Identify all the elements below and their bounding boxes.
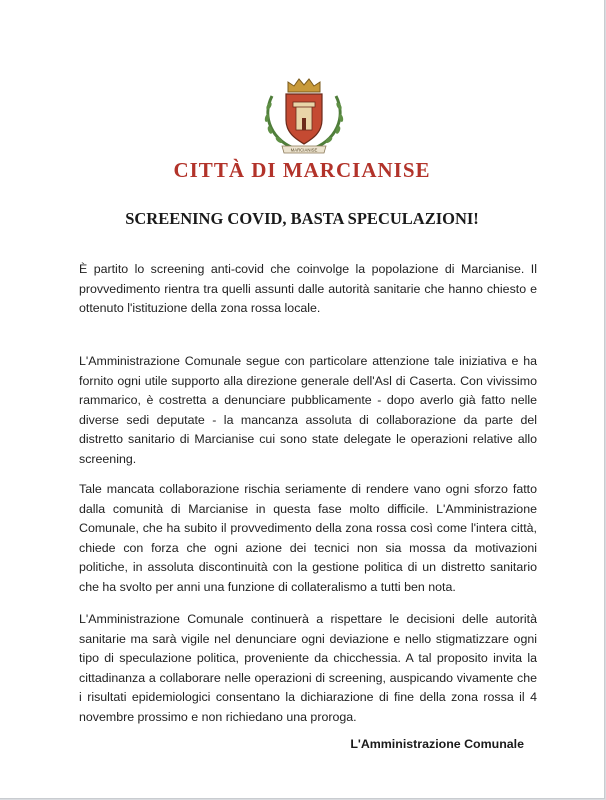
press-release-title: SCREENING COVID, BASTA SPECULAZIONI!	[125, 209, 479, 228]
city-crest-logo	[258, 76, 350, 156]
paragraph: L'Amministrazione Comunale segue con particolare attenzione tale iniziativa e ha fornito ogni utile supporto alla direzione generale dell'Asl di Caserta. Con vivissimo rammarico, è costretta a denunciare pubblicamente - dopo averlo già fatto nelle diverse sedi deputate - la mancanza assoluta di collaborazione da parte del distretto sanitario di Marcianise cui sono state delegate le operazioni relative allo screening.	[79, 354, 537, 466]
paragraph: Tale mancata collaborazione rischia seriamente di rendere vano ogni sforzo fatto dalla comunità di Marcianise in questa fase molto difficile. L'Amministrazione Comunale, che ha subito il provvedimento della zona rossa così come l'intera città, chiede con forza che ogni azione dei tecnici non sia mossa da motivazioni politiche, in assoluta discontinuità con la gestione politica di un distretto sanitario che ha svolto per anni una funzione di collateralismo a tutti ben nota.	[79, 482, 537, 594]
signature: L'Amministrazione Comunale	[350, 737, 524, 751]
city-name: CITTÀ DI MARCIANISE	[173, 158, 431, 182]
paragraph: È partito lo screening anti-covid che coinvolge la popolazione di Marcianise. Il provvedimento rientra tra quelli assunti dalle autorità sanitarie che hanno chiesto e ottenuto l'istituzione della zona rossa locale.	[79, 262, 537, 316]
svg-text:MARCIANISE: MARCIANISE	[290, 147, 318, 153]
paragraph: L'Amministrazione Comunale continuerà a rispettare le decisioni delle autorità sanitarie ma sarà vigile nel denunciare ogni deviazione e nello stigmatizzare ogni tipo di speculazione politica, proveniente da chicchessia. A tal proposito invita la cittadinanza a collaborare nelle operazioni di screening, auspicando vivamente che i risultati epidemiologici consentano la dichiarazione di fine della zona rossa il 4 novembre prossimo e non richiedano una proroga.	[79, 612, 537, 724]
